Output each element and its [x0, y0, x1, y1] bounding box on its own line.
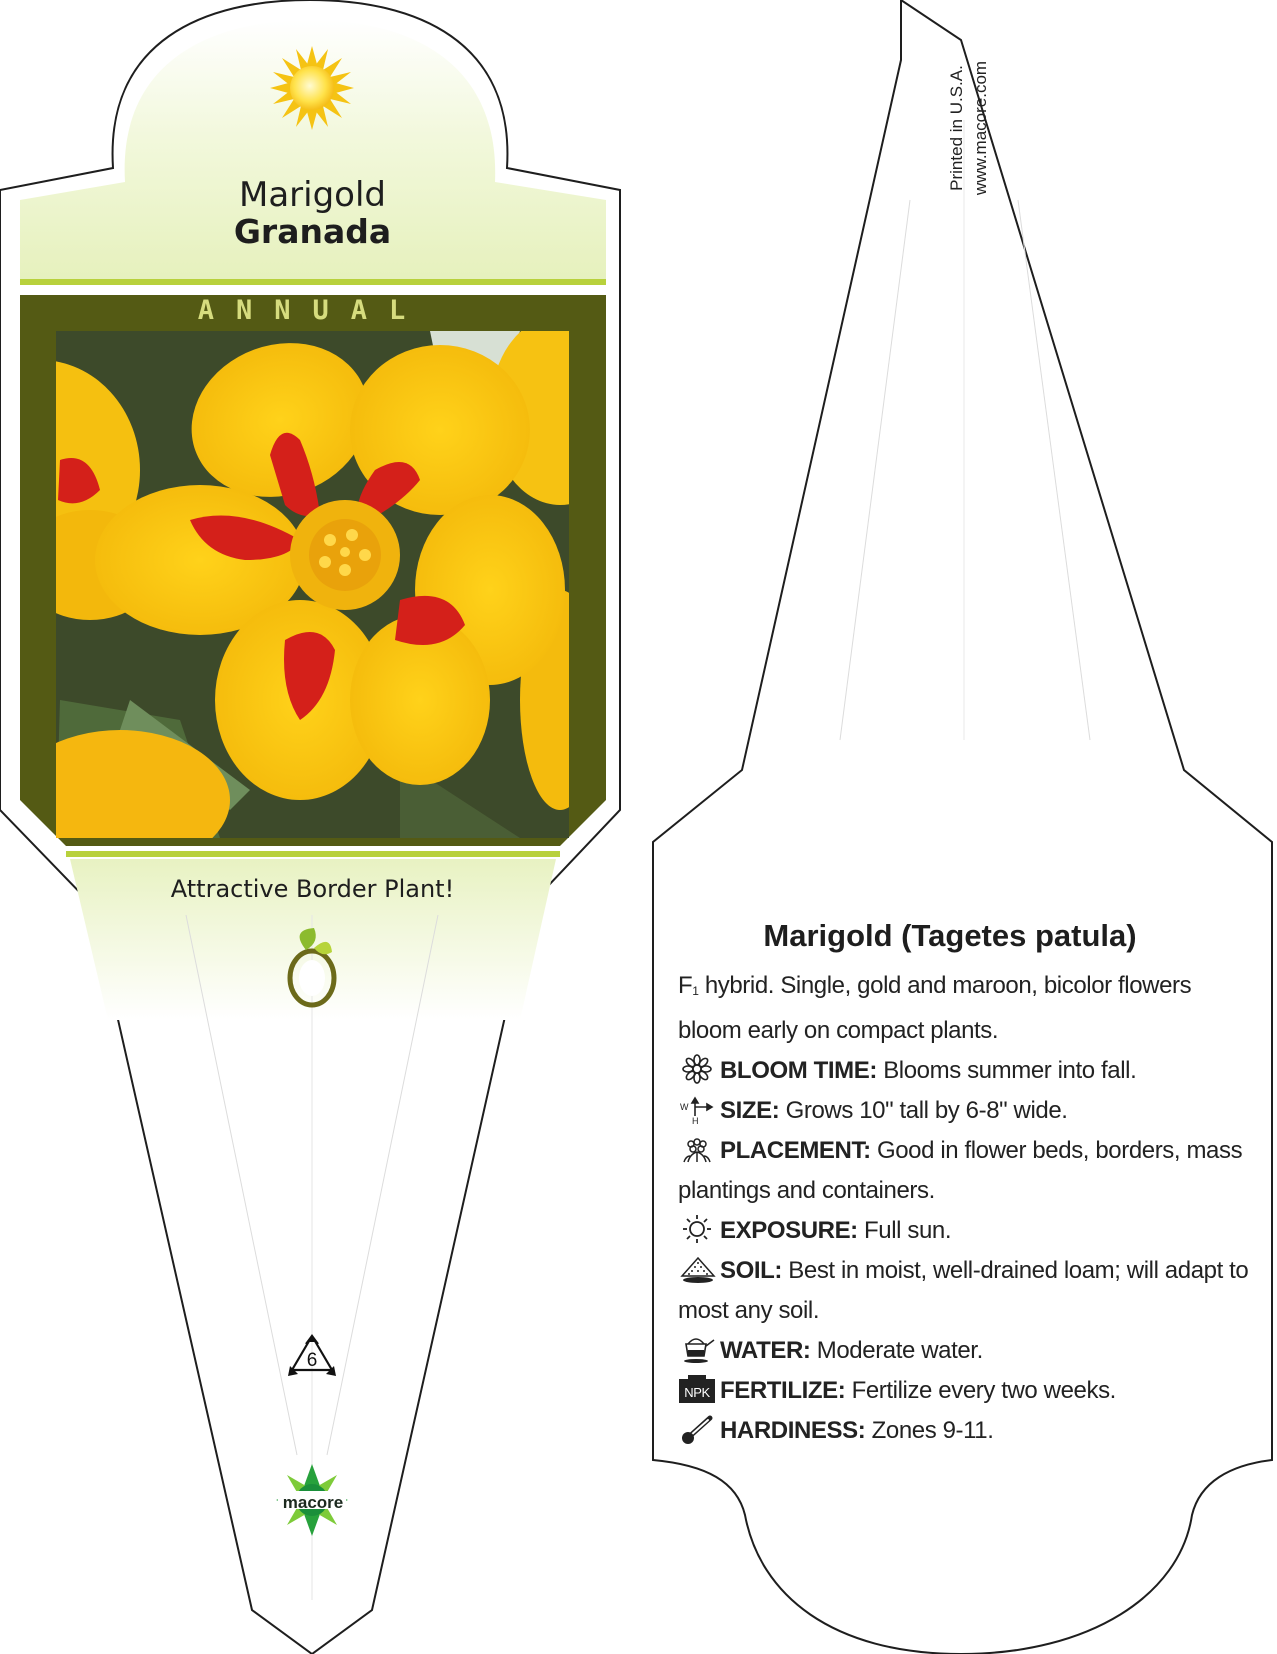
care-info — [678, 966, 1253, 1451]
placement-icon — [678, 1134, 716, 1164]
plant-common-name: Marigold — [238, 175, 386, 215]
printed-in-text: Printed in U.S.A. — [947, 65, 966, 191]
care-row-soil: SOIL: Best in moist, well-drained loam; will adapt to most any soil. — [678, 1251, 1253, 1331]
plant-tagline: Attractive Border Plant! — [170, 875, 455, 903]
npk-icon — [678, 1374, 716, 1404]
care-row-placement: PLACEMENT: Good in flower beds, borders, mass plantings and containers. — [678, 1131, 1253, 1211]
care-row-fertilize: NPK FERTILIZE: Fertilize every two weeks. — [678, 1371, 1253, 1411]
recycle-number: 6 — [306, 1350, 318, 1371]
care-row-size: W H SIZE: Grows 10" tall by 6-8" wide. — [678, 1091, 1253, 1131]
sun-icon — [270, 46, 354, 130]
brand-logo-text: macore — [282, 1493, 344, 1512]
soil-icon — [678, 1254, 716, 1284]
plant-variety-name: Granada — [233, 212, 392, 251]
flower-icon — [678, 1054, 716, 1084]
accent-stripe-top — [20, 279, 606, 285]
description: F1 hybrid. Single, gold and maroon, bicolor flowers bloom early on compact plants. — [678, 972, 1192, 1044]
flower-photo — [0, 315, 630, 870]
size-icon — [678, 1094, 716, 1124]
sun-icon — [678, 1214, 716, 1244]
svg-text:H: H — [692, 1116, 699, 1124]
care-row-exposure: EXPOSURE: Full sun. — [678, 1211, 1253, 1251]
watering-can-icon — [678, 1334, 716, 1364]
care-row-bloom-time: BLOOM TIME: Blooms summer into fall. — [678, 1051, 1253, 1091]
care-row-water: WATER: Moderate water. — [678, 1331, 1253, 1371]
accent-stripe-bottom — [66, 851, 560, 857]
svg-text:W: W — [680, 1102, 689, 1112]
thermometer-icon — [678, 1414, 716, 1444]
care-row-hardiness: HARDINESS: Zones 9-11. — [678, 1411, 1253, 1451]
svg-text:NPK: NPK — [684, 1385, 710, 1400]
website-text: www.macore.com — [971, 60, 990, 196]
plant-category: ANNUAL — [197, 295, 428, 326]
info-title: Marigold (Tagetes patula) — [763, 918, 1137, 953]
